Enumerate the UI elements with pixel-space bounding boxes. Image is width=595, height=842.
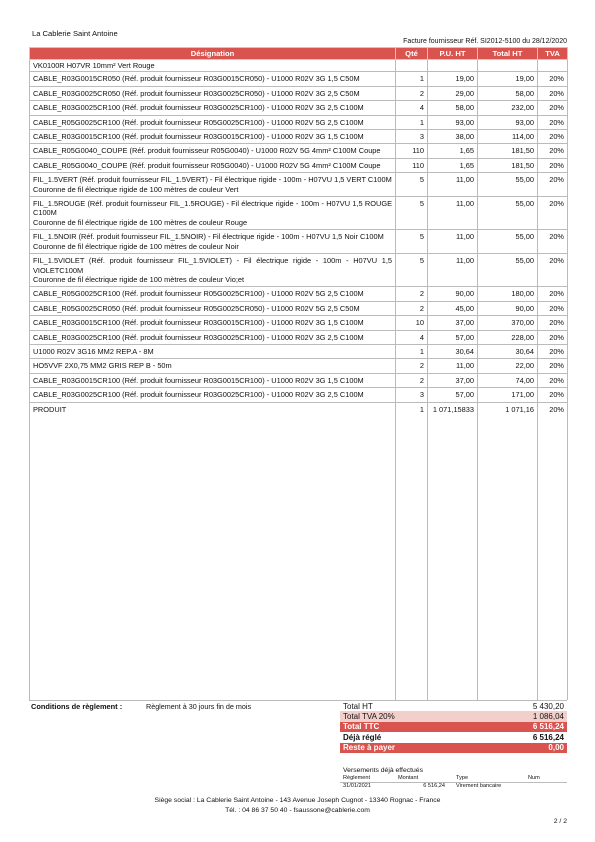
line-unit-price: 58,00 <box>428 101 478 115</box>
line-designation-text: CABLE_R05G0025CR100 (Réf. produit fournisseur R05G0025CR100) - U1000 R02V 5G 2,5 C100M <box>33 289 364 299</box>
line-total: 19,00 <box>478 72 538 86</box>
line-designation-text: CABLE_R05G0040_COUPE (Réf. produit fournisseur R05G0040) - U1000 R02V 5G 4mm² C100M Coupe <box>33 146 381 156</box>
line-qty: 1 <box>396 344 428 358</box>
line-total: 93,00 <box>478 115 538 129</box>
total-vat-label: Total TVA 20% <box>340 711 478 721</box>
payments-header-type: Type <box>456 774 469 781</box>
table-row <box>30 316 568 330</box>
line-designation <box>30 86 396 100</box>
line-qty: 2 <box>396 373 428 387</box>
payments-header-row <box>340 774 567 782</box>
payment-amount: 6 516,24 <box>423 783 445 790</box>
line-total: 90,00 <box>478 301 538 315</box>
line-designation-text: FIL_1.5ROUGE (Réf. produit fournisseur FIL_1.5ROUGE) - Fil électrique rigide - 100m - H07VU 1,5 ROUGE C100M <box>33 199 392 218</box>
line-designation-text: CABLE_R03G0025CR100 (Réf. produit fournisseur R03G0025CR100) - U1000 R02V 3G 2,5 C100M <box>33 103 364 113</box>
table-row <box>30 72 568 86</box>
line-designation <box>30 173 396 197</box>
line-unit-price: 1,65 <box>428 144 478 158</box>
line-designation-text: CABLE_R03G0015CR100 (Réf. produit fournisseur R03G0015CR100) - U1000 R02V 3G 1,5 C100M <box>33 375 364 385</box>
line-unit-price: 30,64 <box>428 344 478 358</box>
line-vat: 20% <box>538 359 568 373</box>
line-designation <box>30 344 396 358</box>
line-qty: 1 <box>396 402 428 700</box>
line-qty: 1 <box>396 72 428 86</box>
column-header-designation: Désignation <box>30 48 396 60</box>
line-vat: 20% <box>538 316 568 330</box>
line-qty: 5 <box>396 230 428 254</box>
line-total: 55,00 <box>478 197 538 230</box>
line-vat: 20% <box>538 388 568 402</box>
remaining-label: Reste à payer <box>340 743 478 753</box>
line-vat: 20% <box>538 230 568 254</box>
line-qty: 3 <box>396 388 428 402</box>
line-designation <box>30 388 396 402</box>
line-unit-price: 1,65 <box>428 158 478 172</box>
line-unit-price: 19,00 <box>428 72 478 86</box>
line-qty: 2 <box>396 287 428 301</box>
total-ht-label: Total HT <box>343 701 373 711</box>
line-designation-text: HO5VVF 2X0,75 MM2 GRIS REP B - 50m <box>33 361 172 371</box>
payments-header-date: Règlement <box>343 774 371 781</box>
line-unit-price: 11,00 <box>428 197 478 230</box>
line-designation <box>30 254 396 287</box>
line-designation-text: FIL_1.5VERT (Réf. produit fournisseur FIL_1.5VERT) - Fil électrique rigide - 100m - H07VU 1,5 VERT C100M <box>33 175 392 185</box>
table-row <box>30 254 568 287</box>
line-designation <box>30 316 396 330</box>
line-designation <box>30 287 396 301</box>
payments-header-amount: Montant <box>398 774 419 781</box>
line-qty: 5 <box>396 197 428 230</box>
table-header-row <box>30 48 568 60</box>
line-designation <box>30 158 396 172</box>
total-ttc-row <box>340 722 567 732</box>
table-row <box>30 330 568 344</box>
column-header-total: Total HT <box>478 48 538 60</box>
line-designation-text: CABLE_R05G0025CR050 (Réf. produit fournisseur R05G0025CR050) - U1000 R02V 5G 2,5 C50M <box>33 303 360 313</box>
line-vat: 20% <box>538 373 568 387</box>
line-designation-text: FIL_1.5NOIR (Réf. produit fournisseur FIL_1.5NOIR) - Fil électrique rigide - 100m - H07VU 1,5 Noir C100M <box>33 232 384 242</box>
payment-type: Virement bancaire <box>456 783 502 790</box>
payment-num <box>525 782 567 790</box>
invoice-reference: Facture fournisseur Réf. SI2012-5100 du 28/12/2020 <box>403 38 567 45</box>
total-vat-row <box>340 711 567 721</box>
line-designation-text: CABLE_R03G0015CR050 (Réf. produit fournisseur R03G0015CR050) - U1000 R02V 3G 1,5 C50M <box>33 74 360 84</box>
line-designation <box>30 402 396 700</box>
table-row-label <box>30 60 568 72</box>
already-paid-value: 6 516,24 <box>532 732 564 742</box>
payment-conditions-label: Conditions de règlement : <box>31 702 123 711</box>
line-vat: 20% <box>538 158 568 172</box>
line-qty: 2 <box>396 359 428 373</box>
line-unit-price: 11,00 <box>428 359 478 373</box>
line-vat: 20% <box>538 287 568 301</box>
line-unit-price: 11,00 <box>428 173 478 197</box>
page-number: 2 / 2 <box>553 818 567 825</box>
line-vat: 20% <box>538 72 568 86</box>
line-designation-text: FIL_1.5VIOLET (Réf. produit fournisseur FIL_1.5VIOLET) - Fil électrique rigide - 100m - H07VU 1,5 VIOLETC100M <box>33 256 392 275</box>
line-qty: 4 <box>396 101 428 115</box>
line-designation <box>30 197 396 230</box>
line-designation <box>30 101 396 115</box>
table-row <box>30 388 568 402</box>
line-total: 55,00 <box>478 173 538 197</box>
line-qty: 1 <box>396 115 428 129</box>
line-total: 1 071,16 <box>478 402 538 700</box>
line-unit-price: 38,00 <box>428 130 478 144</box>
remaining-value: 0,00 <box>478 743 567 753</box>
line-vat: 20% <box>538 101 568 115</box>
line-qty: 5 <box>396 173 428 197</box>
total-ht-value: 5 430,20 <box>532 701 564 711</box>
line-total: 370,00 <box>478 316 538 330</box>
line-unit-price: 93,00 <box>428 115 478 129</box>
line-qty: 110 <box>396 158 428 172</box>
line-vat: 20% <box>538 130 568 144</box>
line-vat: 20% <box>538 173 568 197</box>
line-qty: 2 <box>396 86 428 100</box>
company-name: La Cablerie Saint Antoine <box>32 29 118 38</box>
line-designation <box>30 230 396 254</box>
totals-table <box>340 701 567 753</box>
line-designation-text: CABLE_R03G0015CR100 (Réf. produit fournisseur R03G0015CR100) - U1000 R02V 3G 1,5 C100M <box>33 132 364 142</box>
line-unit-price: 37,00 <box>428 316 478 330</box>
table-row <box>30 287 568 301</box>
top-label: VK0100R H07VR 10mm² Vert Rouge <box>30 60 396 72</box>
line-unit-price: 90,00 <box>428 287 478 301</box>
payments-header-num: Num <box>528 774 540 781</box>
line-designation-text: CABLE_R03G0025CR100 (Réf. produit fournisseur R03G0025CR100) - U1000 R02V 3G 2,5 C100M <box>33 332 364 342</box>
line-unit-price: 11,00 <box>428 254 478 287</box>
line-qty: 2 <box>396 301 428 315</box>
line-qty: 110 <box>396 144 428 158</box>
footer-contact: Tél. : 04 86 37 50 40 - fsaussone@cablerie.com <box>225 807 370 814</box>
line-designation <box>30 144 396 158</box>
already-paid-label: Déjà réglé <box>343 732 382 742</box>
line-total: 228,00 <box>478 330 538 344</box>
line-total: 114,00 <box>478 130 538 144</box>
table-row <box>30 173 568 197</box>
table-row <box>30 101 568 115</box>
already-paid-row <box>340 732 567 742</box>
line-unit-price: 57,00 <box>428 330 478 344</box>
line-designation <box>30 301 396 315</box>
line-vat: 20% <box>538 144 568 158</box>
line-total: 55,00 <box>478 230 538 254</box>
line-total: 30,64 <box>478 344 538 358</box>
column-header-qty: Qté <box>396 48 428 60</box>
line-vat: 20% <box>538 115 568 129</box>
payment-date: 31/01/2021 <box>343 783 371 790</box>
footer-address: Siège social : La Cablerie Saint Antoine - 143 Avenue Joseph Cugnot - 13340 Rognac - France <box>154 797 441 804</box>
table-row <box>30 130 568 144</box>
line-designation-text: CABLE_R03G0015CR100 (Réf. produit fournisseur R03G0015CR100) - U1000 R02V 3G 1,5 C100M <box>33 318 364 328</box>
line-designation-detail: Couronne de fil électrique rigide de 100 mètres de couleur Noir <box>33 241 239 251</box>
line-vat: 20% <box>538 402 568 700</box>
line-unit-price: 29,00 <box>428 86 478 100</box>
invoice-lines-table <box>29 47 568 700</box>
line-designation-text: CABLE_R03G0025CR100 (Réf. produit fournisseur R03G0025CR100) - U1000 R02V 3G 2,5 C100M <box>33 390 364 400</box>
line-qty: 4 <box>396 330 428 344</box>
payment-conditions-value: Règlement à 30 jours fin de mois <box>146 702 252 711</box>
line-total: 74,00 <box>478 373 538 387</box>
line-unit-price: 37,00 <box>428 373 478 387</box>
column-header-vat: TVA <box>538 48 568 60</box>
table-row <box>30 230 568 254</box>
line-designation <box>30 330 396 344</box>
line-total: 55,00 <box>478 254 538 287</box>
line-unit-price: 45,00 <box>428 301 478 315</box>
line-designation-text: CABLE_R03G0025CR050 (Réf. produit fournisseur R03G0025CR050) - U1000 R02V 3G 2,5 C50M <box>33 88 360 98</box>
total-ht-row <box>340 701 567 711</box>
line-unit-price: 1 071,15833 <box>428 402 478 700</box>
line-total: 181,50 <box>478 158 538 172</box>
line-designation-text: U1000 R02V 3G16 MM2 REP.A - 8M <box>33 346 154 356</box>
line-total: 58,00 <box>478 86 538 100</box>
remaining-row <box>340 743 567 753</box>
total-ttc-value: 6 516,24 <box>478 722 567 732</box>
line-designation <box>30 72 396 86</box>
line-total: 22,00 <box>478 359 538 373</box>
line-designation-detail: Couronne de fil électrique rigide de 100 mètres de couleur Vio;et <box>33 274 245 284</box>
line-vat: 20% <box>538 86 568 100</box>
line-designation <box>30 130 396 144</box>
line-total: 181,50 <box>478 144 538 158</box>
line-total: 171,00 <box>478 388 538 402</box>
line-total: 180,00 <box>478 287 538 301</box>
line-qty: 5 <box>396 254 428 287</box>
table-row <box>30 115 568 129</box>
line-designation-detail: Couronne de fil électrique rigide de 100 mètres de couleur Rouge <box>33 217 248 227</box>
table-row <box>30 402 568 700</box>
line-unit-price: 57,00 <box>428 388 478 402</box>
line-designation-text: CABLE_R05G0025CR100 (Réf. produit fournisseur R05G0025CR100) - U1000 R02V 5G 2,5 C100M <box>33 117 364 127</box>
table-row <box>30 86 568 100</box>
line-total: 232,00 <box>478 101 538 115</box>
line-vat: 20% <box>538 301 568 315</box>
line-designation <box>30 373 396 387</box>
table-row <box>30 373 568 387</box>
total-ttc-label: Total TTC <box>340 722 478 732</box>
line-designation <box>30 115 396 129</box>
table-row <box>30 197 568 230</box>
table-row <box>30 301 568 315</box>
line-vat: 20% <box>538 330 568 344</box>
table-row <box>30 359 568 373</box>
line-designation-detail: Couronne de fil électrique rigide de 100 mètres de couleur Vert <box>33 184 239 194</box>
total-vat-value: 1 086,04 <box>478 711 567 721</box>
line-qty: 10 <box>396 316 428 330</box>
line-designation-text: PRODUIT <box>33 404 67 414</box>
table-row <box>30 344 568 358</box>
line-unit-price: 11,00 <box>428 230 478 254</box>
line-qty: 3 <box>396 130 428 144</box>
line-vat: 20% <box>538 254 568 287</box>
line-vat: 20% <box>538 344 568 358</box>
line-designation-text: CABLE_R05G0040_COUPE (Réf. produit fournisseur R05G0040) - U1000 R02V 5G 4mm² C100M Coupe <box>33 160 381 170</box>
table-row <box>30 158 568 172</box>
payments-title: Versements déjà effectués <box>343 767 423 774</box>
payments-table <box>340 774 567 790</box>
table-row <box>30 144 568 158</box>
column-header-unit-price: P.U. HT <box>428 48 478 60</box>
payment-row <box>340 782 567 790</box>
line-vat: 20% <box>538 197 568 230</box>
line-designation <box>30 359 396 373</box>
